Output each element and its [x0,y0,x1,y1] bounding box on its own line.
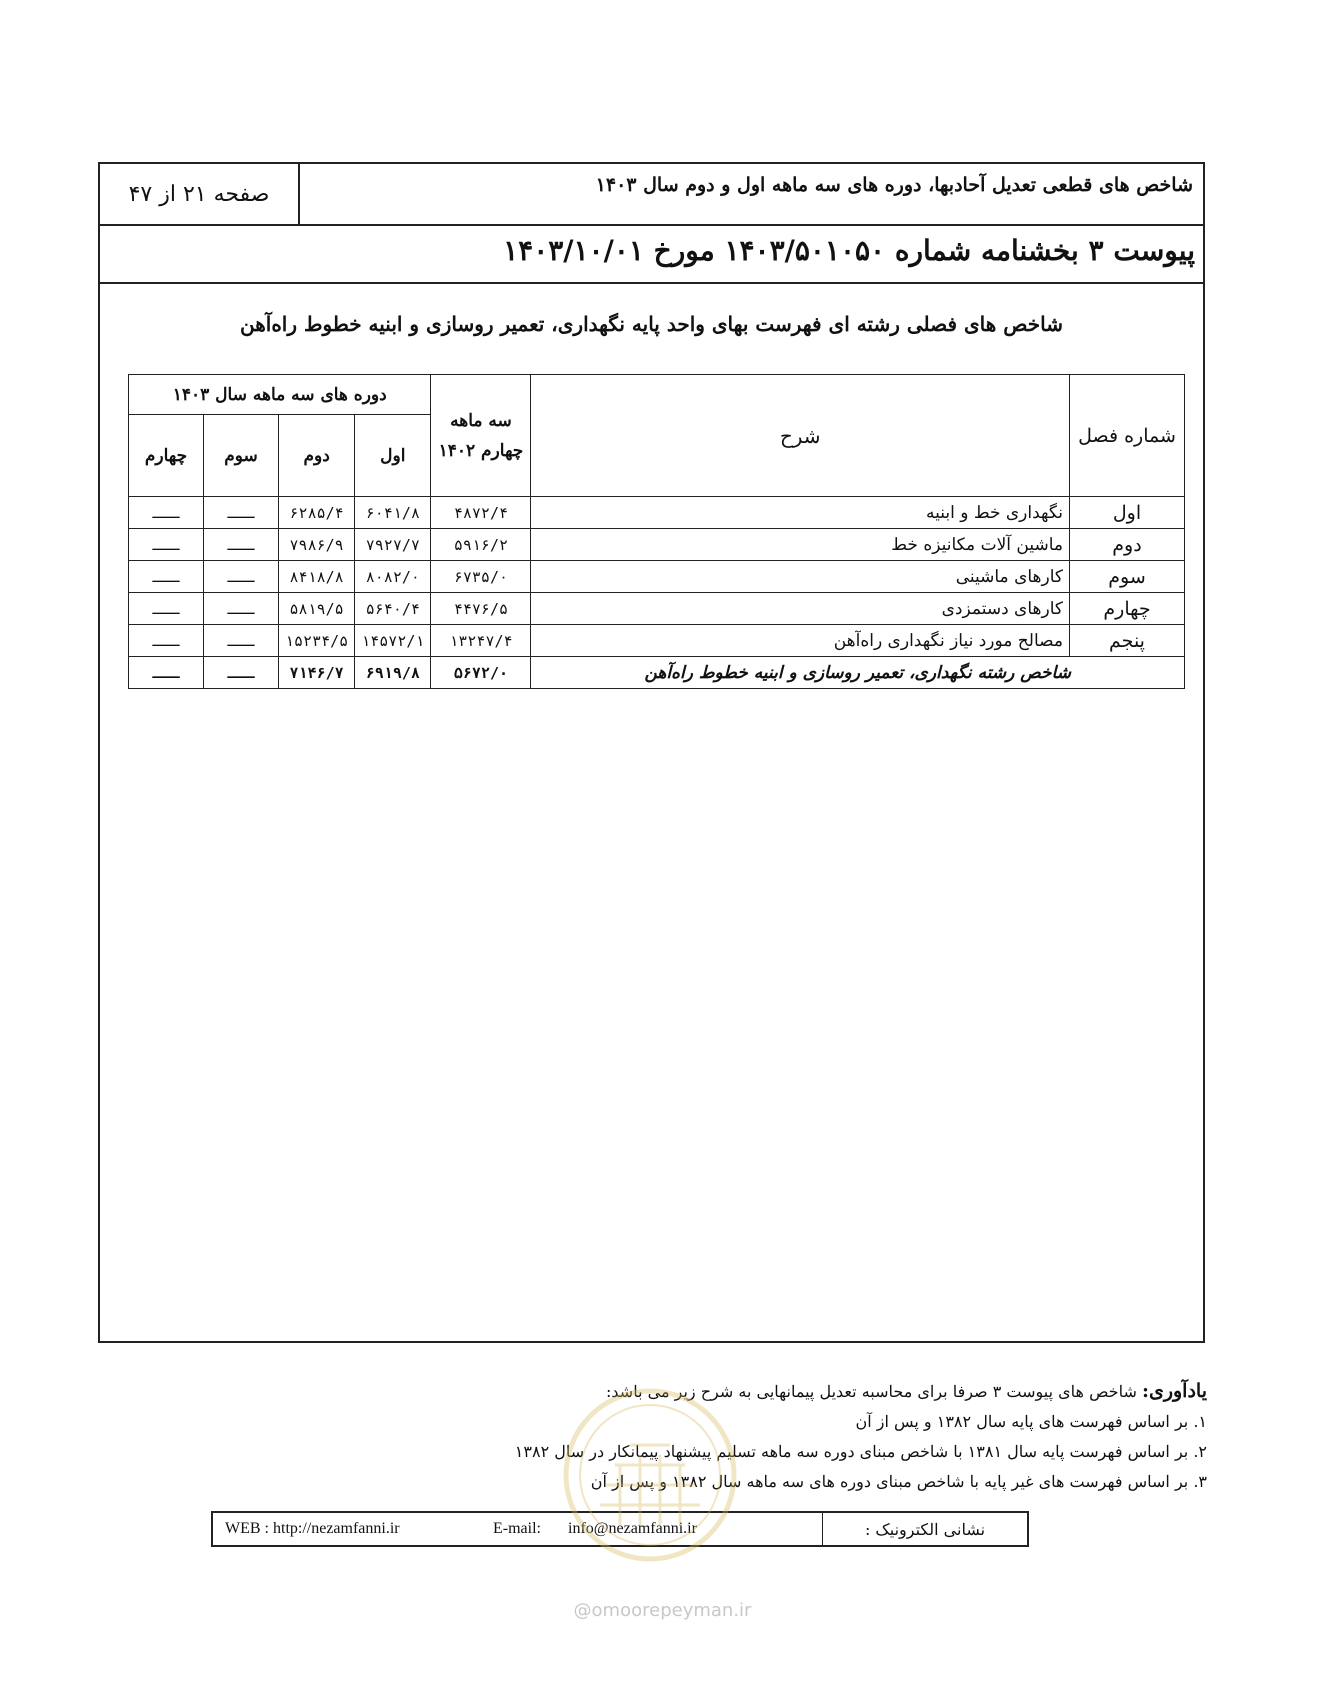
notes-intro: شاخص های پیوست ۳ صرفا برای محاسبه تعدیل پیمانهایی به شرح زیر می باشد: [606,1382,1137,1401]
cell-chapter: اول [1070,497,1185,529]
cell-q3: ـــ [204,625,279,657]
col-q3: سوم [204,415,279,497]
table-row [129,497,1185,529]
cell-q4-1402: ۴۸۷۲/۴ [431,497,531,529]
total-q4-1402: ۵۶۷۲/۰ [431,657,531,689]
col-q4-1402 [431,375,531,497]
notes [407,1376,1207,1497]
page-number: صفحه ۲۱ از ۴۷ [100,164,300,224]
total-q2: ۷۱۴۶/۷ [279,657,355,689]
note-item: ۱. بر اساس فهرست های پایه سال ۱۳۸۲ و پس از آن [855,1412,1207,1431]
note-item: ۳. بر اساس فهرست های غیر پایه با شاخص مبنای دوره های سه ماهه سال ۱۳۸۲ و پس از آن [590,1472,1207,1491]
table-row [129,593,1185,625]
cell-description: کارهای ماشینی [531,561,1070,593]
cell-description: کارهای دستمزدی [531,593,1070,625]
cell-chapter: پنجم [1070,625,1185,657]
cell-q1: ۵۶۴۰/۴ [355,593,431,625]
col-chapter-no: شماره فصل [1070,375,1185,497]
total-q1: ۶۹۱۹/۸ [355,657,431,689]
cell-q4-1402: ۱۳۲۴۷/۴ [431,625,531,657]
notes-heading: یادآوری: [1141,1380,1207,1402]
watermark-text: @omoorepeyman.ir [573,1600,752,1621]
col-q2: دوم [279,415,355,497]
table-row [129,561,1185,593]
cell-q3: ـــ [204,529,279,561]
cell-q4: ـــ [129,561,204,593]
notes-intro-line [407,1376,1207,1407]
cell-q1: ۸۰۸۲/۰ [355,561,431,593]
total-q4: ـــ [129,657,204,689]
cell-q2: ۵۸۱۹/۵ [279,593,355,625]
cell-chapter: چهارم [1070,593,1185,625]
total-row [129,657,1185,689]
cell-chapter: سوم [1070,561,1185,593]
cell-description: ماشین آلات مکانیزه خط [531,529,1070,561]
cell-q1: ۶۰۴۱/۸ [355,497,431,529]
contact-box [211,1511,1029,1547]
cell-q2: ۱۵۲۳۴/۵ [279,625,355,657]
cell-q3: ـــ [204,593,279,625]
email-label: E-mail: [493,1520,541,1537]
cell-q2: ۷۹۸۶/۹ [279,529,355,561]
cell-q4-1402: ۶۷۳۵/۰ [431,561,531,593]
note-item: ۲. بر اساس فهرست پایه سال ۱۳۸۱ با شاخص مبنای دوره سه ماهه تسلیم پیشنهاد پیمانکار در سال ۱۳۸۲ [514,1442,1207,1461]
cell-q3: ـــ [204,497,279,529]
header-row [100,164,1203,226]
cell-q2: ۶۲۸۵/۴ [279,497,355,529]
total-q3: ـــ [204,657,279,689]
col-q4-1402-label: سه ماهه چهارم ۱۴۰۲ [438,410,524,461]
email-link[interactable]: info@nezamfanni.ir [568,1520,697,1537]
attachment-row [100,226,1203,284]
table-row [129,625,1185,657]
col-q1: اول [355,415,431,497]
header-title: شاخص های قطعی تعدیل آحادبها، دوره های سه ماهه اول و دوم سال ۱۴۰۳ [595,174,1193,196]
attachment-title: پیوست ۳ بخشنامه شماره ۱۴۰۳/۵۰۱۰۵۰ مورخ ۱۴۰۳/۱۰/۰۱ [503,234,1195,267]
cell-chapter: دوم [1070,529,1185,561]
col-q4: چهارم [129,415,204,497]
cell-q2: ۸۴۱۸/۸ [279,561,355,593]
col-group-1403: دوره های سه ماهه سال ۱۴۰۳ [129,375,431,415]
cell-q3: ـــ [204,561,279,593]
cell-q4: ـــ [129,593,204,625]
cell-q4-1402: ۴۴۷۶/۵ [431,593,531,625]
cell-description: مصالح مورد نیاز نگهداری راه‌آهن [531,625,1070,657]
contact-label: نشانی الکترونیک : [822,1513,1027,1545]
page-frame [98,162,1205,1343]
table-row [129,529,1185,561]
cell-q1: ۷۹۲۷/۷ [355,529,431,561]
cell-q1: ۱۴۵۷۲/۱ [355,625,431,657]
index-table [128,374,1185,689]
cell-description: نگهداری خط و ابنیه [531,497,1070,529]
cell-q4: ـــ [129,497,204,529]
cell-q4: ـــ [129,625,204,657]
col-description: شرح [531,375,1070,497]
total-description: شاخص رشته نگهداری، تعمیر روسازی و ابنیه خطوط راه‌آهن [531,657,1185,689]
section-title: شاخص های فصلی رشته ای فهرست بهای واحد پایه نگهداری، تعمیر روسازی و ابنیه خطوط راه‌آهن [240,312,1063,336]
cell-q4: ـــ [129,529,204,561]
web-link[interactable]: WEB : http://nezamfanni.ir [225,1520,400,1537]
cell-q4-1402: ۵۹۱۶/۲ [431,529,531,561]
